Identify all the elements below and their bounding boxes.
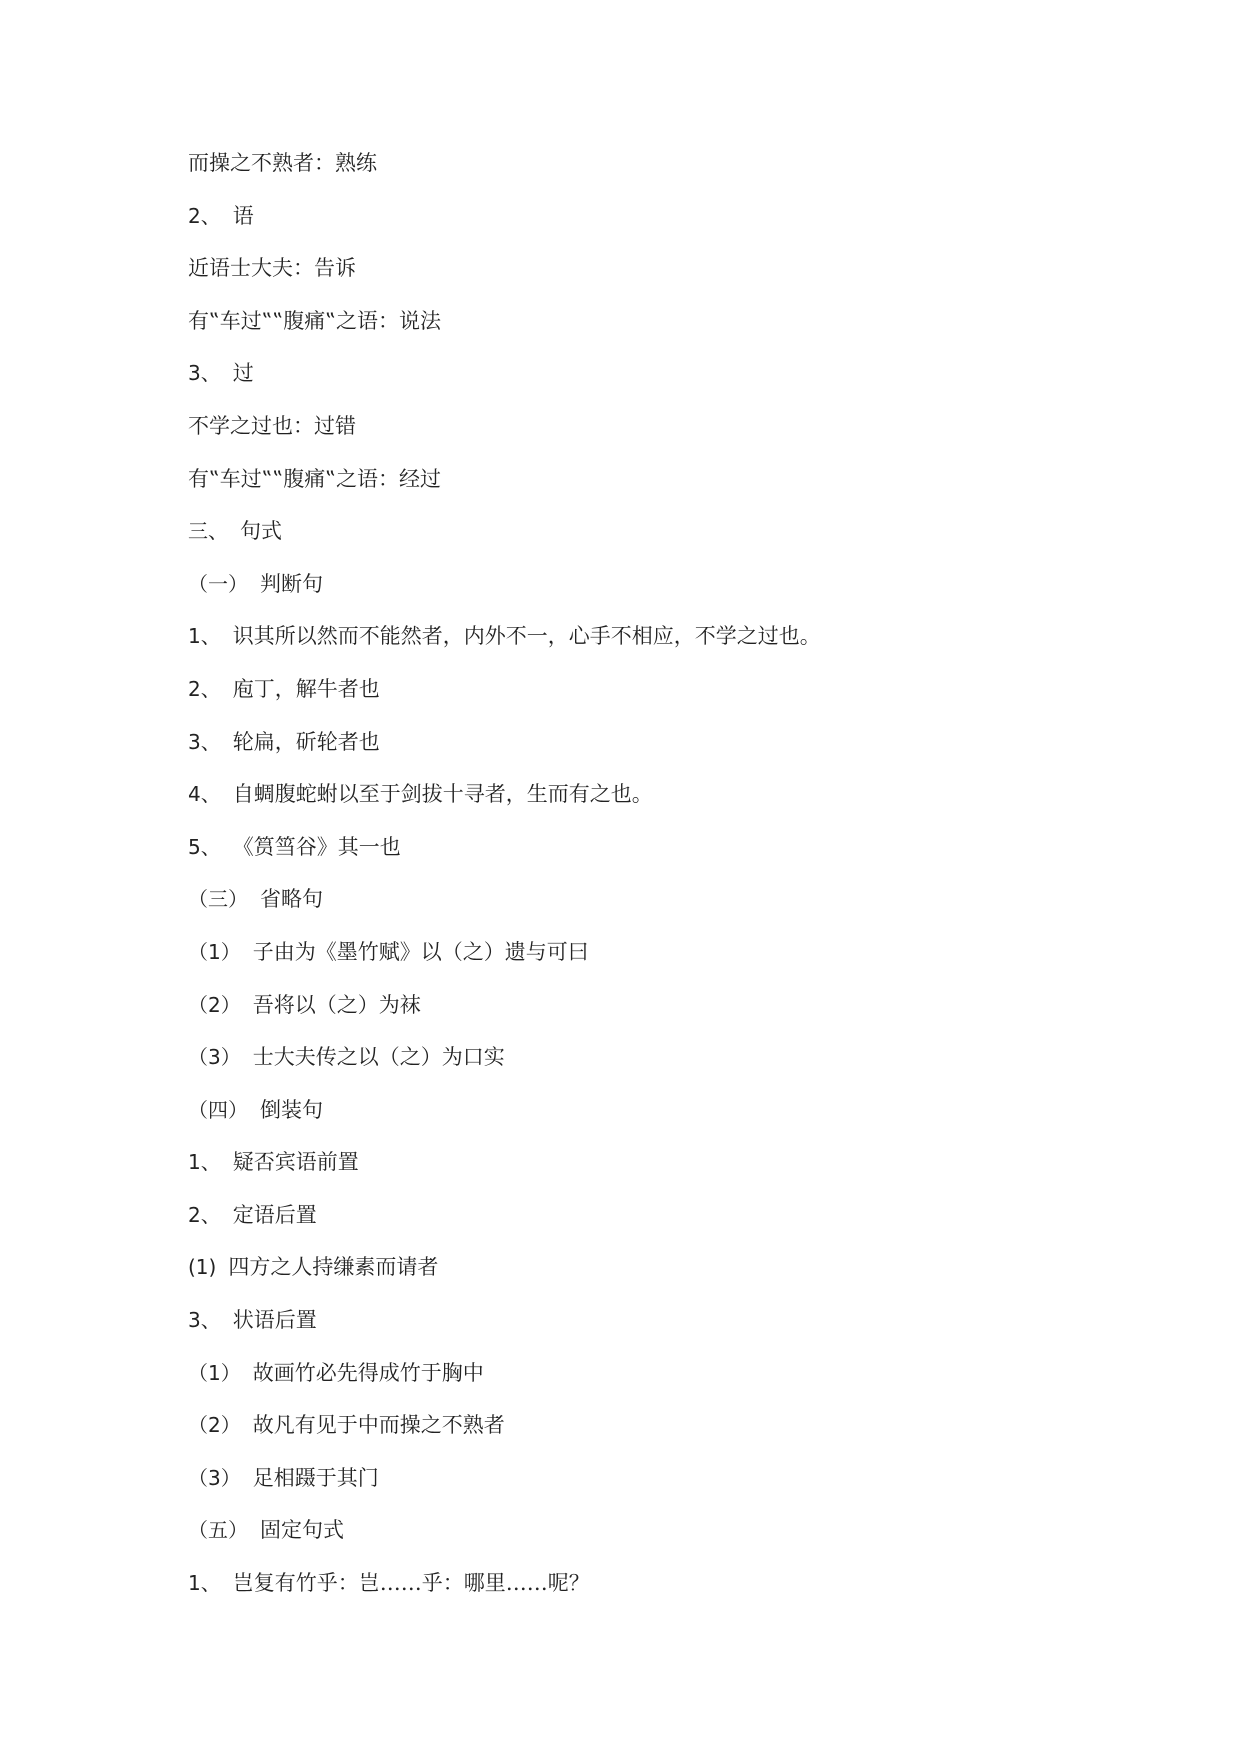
document-line (188, 1305, 821, 1358)
line-marker: (1) (188, 1255, 217, 1280)
line-text: 有‟车过‟‟腹痛‟之语：说法 (188, 308, 441, 333)
line-text: 故画竹必先得成竹于胸中 (252, 1360, 484, 1385)
line-marker: 1、 (188, 624, 221, 649)
line-text: 有‟车过‟‟腹痛‟之语：经过 (188, 466, 441, 491)
document-line (188, 1568, 821, 1621)
line-marker: （3） (188, 1465, 241, 1490)
line-marker: 3、 (188, 361, 221, 386)
document-line (188, 1358, 821, 1411)
line-text: 庖丁，解牛者也 (232, 676, 380, 701)
line-marker: 3、 (188, 729, 221, 754)
line-marker: 3、 (188, 1308, 221, 1333)
line-text: 《筼筜谷》其一也 (232, 834, 401, 859)
line-marker: 三、 (188, 519, 228, 544)
line-marker: （3） (188, 1045, 241, 1070)
document-line (188, 1515, 821, 1568)
line-marker: 5、 (188, 834, 221, 859)
line-text: 定语后置 (232, 1202, 317, 1227)
line-text: 子由为《墨竹赋》以（之）遗与可曰 (252, 939, 589, 964)
line-marker: （四） (188, 1097, 248, 1122)
line-text: 故凡有见于中而操之不熟者 (252, 1413, 505, 1438)
line-text: 省略句 (260, 887, 323, 912)
document-line (188, 779, 821, 832)
line-text: 固定句式 (260, 1518, 344, 1543)
document-line (188, 1147, 821, 1200)
document-line (188, 884, 821, 937)
line-marker: （2） (188, 1413, 241, 1438)
line-marker: （2） (188, 992, 241, 1017)
document-line (188, 937, 821, 990)
line-marker: （三） (188, 887, 248, 912)
line-text: 状语后置 (232, 1308, 317, 1333)
document-line (188, 621, 821, 674)
document-line (188, 990, 821, 1043)
line-text: 士大夫传之以（之）为口实 (252, 1045, 505, 1070)
line-text: 判断句 (260, 571, 323, 596)
line-marker: 4、 (188, 782, 221, 807)
line-marker: （1） (188, 1360, 241, 1385)
document-line (188, 411, 821, 464)
line-marker: 2、 (188, 203, 221, 228)
document-line (188, 1042, 821, 1095)
document-line (188, 1252, 821, 1305)
line-text: 近语士大夫：告诉 (188, 256, 356, 281)
document-line (188, 674, 821, 727)
line-text: 四方之人持缣素而请者 (228, 1255, 439, 1280)
line-marker: 2、 (188, 1202, 221, 1227)
document-line (188, 516, 821, 569)
line-text: 识其所以然而不能然者，内外不一，心手不相应，不学之过也。 (232, 624, 821, 649)
document-line (188, 306, 821, 359)
line-text: 足相蹑于其门 (252, 1465, 379, 1490)
line-text: 吾将以（之）为袜 (252, 992, 421, 1017)
line-text: 过 (232, 361, 254, 386)
document-line (188, 832, 821, 885)
line-marker: 1、 (188, 1150, 221, 1175)
document-line (188, 253, 821, 306)
line-text: 倒装句 (260, 1097, 323, 1122)
document-line (188, 201, 821, 254)
line-text: 不学之过也：过错 (188, 413, 356, 438)
document-lines (188, 148, 821, 1621)
document-line (188, 1095, 821, 1148)
document-line (188, 148, 821, 201)
line-text: 轮扁，斫轮者也 (232, 729, 380, 754)
line-marker: （五） (188, 1518, 248, 1543)
line-text: 句式 (240, 519, 282, 544)
document-line (188, 1410, 821, 1463)
document-line (188, 727, 821, 780)
line-marker: （一） (188, 571, 248, 596)
document-line (188, 464, 821, 517)
document-line (188, 358, 821, 411)
line-text: 自蜩腹蛇蚹以至于剑拔十寻者，生而有之也。 (232, 782, 653, 807)
line-text: 岂复有竹乎：岂……乎：哪里……呢？ (232, 1571, 590, 1596)
line-text: 疑否宾语前置 (232, 1150, 359, 1175)
line-text: 语 (232, 203, 254, 228)
line-marker: （1） (188, 939, 241, 964)
document-line (188, 1463, 821, 1516)
line-text: 而操之不熟者：熟练 (188, 151, 377, 175)
document-line (188, 1200, 821, 1253)
line-marker: 2、 (188, 676, 221, 701)
document-line (188, 569, 821, 622)
line-marker: 1、 (188, 1571, 221, 1596)
